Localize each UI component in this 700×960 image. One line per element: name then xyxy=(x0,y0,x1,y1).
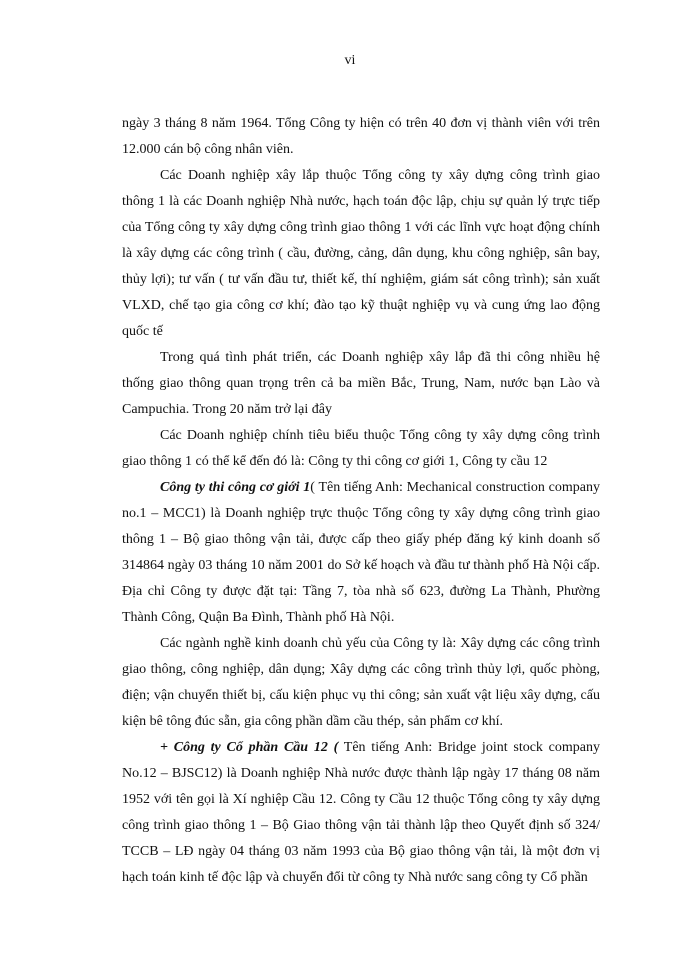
paragraph-construction-enterprises: Các Doanh nghiệp xây lắp thuộc Tổng công ty xây dựng công trình giao thông 1 là các Doanh nghiệp Nhà nước, hạch toán độc lập, chịu sự quản lý trực tiếp của Tổng công ty xây dựng công trình giao thông 1 với các lĩnh vực hoạt động chính là xây dựng các công trình ( cầu, đường, cảng, dân dụng, khu công nghiệp, sân bay, thủy lợi); tư vấn ( tư vấn đầu tư, thiết kế, thí nghiệm, giám sát công trình); sản xuất VLXD, chế tạo gia công cơ khí; đào tạo kỹ thuật nghiệp vụ và cung ứng lao động quốc tế xyxy=(122,168,600,339)
paragraph-typical-enterprises: Các Doanh nghiệp chính tiêu biểu thuộc Tổng công ty xây dựng công trình giao thông 1 có thể kể đến đó là: Công ty thi công cơ giới 1, Công ty cầu 12 xyxy=(122,428,600,469)
company-name-bjsc12: + Công ty Cổ phần Cầu 12 ( xyxy=(160,740,339,755)
paragraph-bjsc12-text: Tên tiếng Anh: Bridge joint stock company No.12 – BJSC12) là Doanh nghiệp Nhà nước được thành lập ngày 17 tháng 08 năm 1952 với tên gọi là Xí nghiệp Cầu 12. Công ty Cầu 12 thuộc Tổng công ty xây dựng công trình giao thông 1 – Bộ Giao thông vận tải thành lập theo Quyết định số 324/ TCCB – LĐ ngày 04 tháng 03 năm 1993 của Bộ giao thông vận tải, là một đơn vị hạch toán kinh tế độc lập và chuyển đổi từ công ty Nhà nước sang công ty Cổ phần xyxy=(122,740,600,885)
paragraph-mcc1 xyxy=(122,475,600,631)
company-name-mcc1: Công ty thi công cơ giới 1 xyxy=(160,480,311,495)
paragraph-business-lines: Các ngành nghề kinh doanh chủ yếu của Công ty là: Xây dựng các công trình giao thông, công nghiệp, dân dụng; Xây dựng các công trình thủy lợi, quốc phòng, điện; vận chuyển thiết bị, cấu kiện phục vụ thi công; sản xuất vật liệu xây dựng, cấu kiện bê tông đúc sẵn, gia công phần dầm cầu thép, sản phẩm cơ khí. xyxy=(122,636,600,729)
paragraph-mcc1-text: ( Tên tiếng Anh: Mechanical construction company no.1 – MCC1) là Doanh nghiệp trực thuộc Tổng công ty xây dựng công trình giao thông 1 – Bộ giao thông vận tải, được cấp theo giấy phép đăng ký kinh doanh số 314864 ngày 03 tháng 10 năm 2001 do Sở kế hoạch và đầu tư thành phố Hà Nội cấp. Địa chỉ Công ty được đặt tại: Tầng 7, tòa nhà số 623, đường La Thành, Phường Thành Công, Quận Ba Đình, Thành phố Hà Nội. xyxy=(122,480,600,625)
page-body xyxy=(122,111,600,891)
paragraph-continuation: ngày 3 tháng 8 năm 1964. Tổng Công ty hiện có trên 40 đơn vị thành viên với trên 12.000 cán bộ công nhân viên. xyxy=(122,116,600,157)
paragraph-bjsc12 xyxy=(122,735,600,891)
paragraph-development-history: Trong quá tình phát triển, các Doanh nghiệp xây lắp đã thi công nhiều hệ thống giao thông quan trọng trên cả ba miền Bắc, Trung, Nam, nước bạn Lào và Campuchia. Trong 20 năm trở lại đây xyxy=(122,350,600,417)
page-number: vi xyxy=(344,53,356,68)
